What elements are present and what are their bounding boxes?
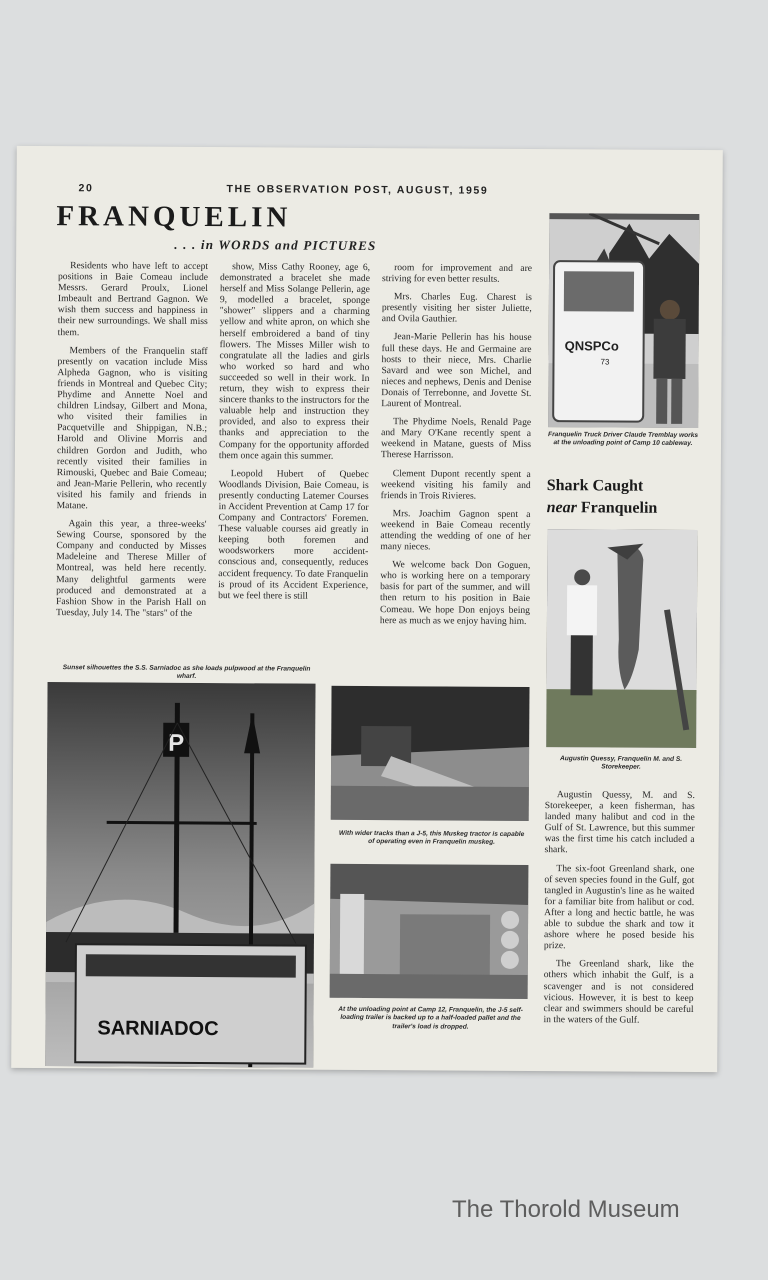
text-column-2 (218, 261, 370, 609)
tractor-caption: With wider tracks than a J-5, this Muskeg tractor is capable of operating even in Franquelin muskeg. (338, 829, 525, 847)
paragraph: The Greenland shark, like the others which inhabit the Gulf, is a scavenger and is not considered vicious. However, it is best to keep clear and swimmers should be careful in the waters of the Gulf. (543, 958, 694, 1026)
watermark: The Thorold Museum (452, 1196, 680, 1223)
paragraph: Again this year, a three-weeks' Sewing Course, sponsored by the Company and conducted by Misses Madeleine and Therese Miller of Montreal, was held here recently. Many delightful garments were produced and demonstrated at a Fashion Show in the Parish Hall on Tuesday, July 14. The "stars" of the (55, 518, 207, 619)
magazine-page (11, 146, 723, 1072)
journal-line: THE OBSERVATION POST, AUGUST, 1959 (226, 183, 489, 197)
ship-photo (45, 682, 315, 1068)
running-head (78, 182, 579, 197)
article-subtitle: . . . in WORDS and PICTURES (174, 236, 377, 254)
truck-caption: Franquelin Truck Driver Claude Tremblay works at the unloading point of Camp 10 cableway. (548, 431, 699, 448)
camp-photo (330, 864, 529, 999)
shark-photo (546, 529, 697, 748)
shark-story-column (543, 789, 694, 1033)
shark-heading-line1: Shark Caught (546, 477, 644, 495)
paragraph: room for improvement and are striving for even better results. (381, 262, 533, 285)
paragraph: Clement Dupont recently spent a weekend visiting his family and friends in Trois Rivieres. (380, 467, 531, 502)
shark-heading (547, 475, 658, 520)
paragraph: Members of the Franquelin staff presently on vacation include Miss Alpheda Gagnon, who is visiting friends in Montreal and Quebec City; Phydime and Annette Noel and children Lindsay, Gilbert and Mona, who visited their families in Pacquetville and Shippigan, N.B.; Harold and Olivine Morris and children Gordon and Judith, who recently visited their families in Rimouski, Quebec and Baie Comeau; and Jean-Marie Pellerin, who recently visited his family and friends in Matane. (56, 344, 208, 512)
paragraph: Residents who have left to accept positions in Baie Comeau include Messrs. Gerard Proulx, Lionel Imbeault and Bertrand Gagnon. We wish them success and happiness in their new surroundings. We shall miss them. (57, 260, 209, 338)
shark-heading-place: Franquelin (580, 499, 658, 517)
ship-caption: Sunset silhouettes the S.S. Sarniadoc as she loads pulpwood at the Franquelin wharf. (62, 664, 311, 681)
paragraph: Mrs. Charles Eug. Charest is presently visiting her sister Juliette, and Ovila Gauthier. (381, 291, 532, 325)
text-column-3 (380, 262, 532, 634)
text-column-1 (56, 260, 208, 626)
shark-heading-near: near (546, 499, 577, 517)
paragraph: Leopold Hubert of Quebec Woodlands Division, Baie Comeau, is presently conducting Latemer Courses in Accident Prevention at Camp 17 for Company and Contractors' Foremen. These valuable courses aid greatly in keeping both foremen and woodsworkers more accident-conscious and, consequently, reduces accident frequency. To date Franquelin is proud of its Accident Experience, but we feel there is still (218, 467, 369, 602)
paragraph: The Phydime Noels, Renald Page and Mary O'Kane recently spent a weekend in Matane, guests of Miss Therese Harrisson. (380, 416, 532, 461)
truck-photo (548, 213, 699, 428)
article-title: FRANQUELIN (56, 200, 292, 234)
paragraph: Augustin Quessy, M. and S. Storekeeper, a keen fisherman, has landed many halibut and cod in the Gulf of St. Lawrence, but this summer was the first time his catch included a shark. (544, 789, 695, 856)
shark-caption: Augustin Quessy, Franquelin M. and S. Storekeeper. (560, 755, 683, 772)
paragraph: show, Miss Cathy Rooney, age 6, demonstrated a bracelet she made herself and Miss Solange Pellerin, age 9, modelled a bracelet, sponge "shower" slippers and a charming yellow and white apron, on which she herself embroidered a band of tiny flowers. The Misses Miller wish to congratulate all the ladies and girls who worked so hard and who succeeded so well in their work. In return, they wish to express their sincere thanks to the instructors for the valuable help and instruction they provided, and also to express their thanks and appreciation to the Company for the opportunity afforded them once again this summer. (218, 261, 371, 462)
paragraph: Mrs. Joachim Gagnon spent a weekend in Baie Comeau recently attending the wedding of one of her many nieces. (380, 507, 531, 553)
paragraph: Jean-Marie Pellerin has his house full these days. He and Germaine are hosts to their niece, Mrs. Charlie Savard and wee son Michel, and nieces and nephews, Denis and Denise Donais of Terrebonne, and Jovette St. Laurent of Montreal. (381, 331, 532, 410)
mast-letter: P (168, 729, 185, 757)
ship-name: SARNIADOC (97, 1017, 219, 1041)
page-number: 20 (78, 182, 94, 195)
paragraph: The six-foot Greenland shark, one of seven species found in the Gulf, got tangled in Augustin's line as he waited for a familiar bite from halibut or cod. After a long and hectic battle, he was able to subdue the shark and tow it ashore where he posed beside his prize. (543, 862, 695, 952)
camp-caption: At the unloading point at Camp 12, Franquelin, the J-5 self-loading trailer is backed up to a half-loaded pallet and the trailer's load is dropped. (338, 1005, 523, 1031)
truck-door-number: 73 (600, 357, 610, 367)
paragraph: We welcome back Don Goguen, who is working here on a temporary basis for part of the summer, and will then return to his position in Baie Comeau. We hope Don enjoys being here as much as we enjoy having him. (379, 559, 531, 627)
tractor-photo (331, 686, 530, 821)
truck-door-text: QNSPCo (564, 338, 619, 354)
